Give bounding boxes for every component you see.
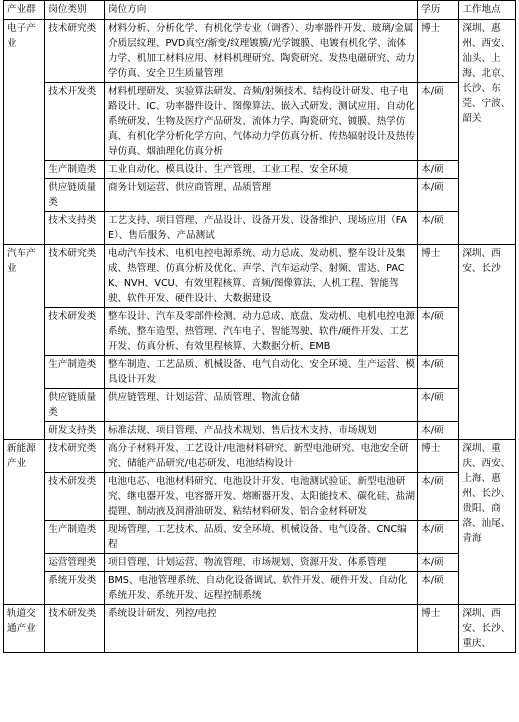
direction-cell: 电池电芯、电池材料研究、电池设计开发、电池测试验证、新型电池研究、继电器开发、电容器开发、熔断器开发、太阳能技术、碳化硅、盐湖提锂、制动液及润滑油研发、粘结材料研发、铝合金材料研发 [104,473,417,521]
category-cell: 技术开发类 [45,83,105,161]
job-table [3,0,516,653]
direction-cell: 工业自动化、模具设计、生产管理、工业工程、安全环境 [104,161,417,179]
category-cell: 技术研发类 [45,473,105,521]
table-row [4,161,516,179]
table-row [4,521,516,554]
category-cell: 技术支持类 [45,212,105,245]
location-cell: 深圳、惠州、西安、汕头、上海、北京、长沙、东莞、宁波、韶关 [459,20,516,245]
table-row [4,83,516,161]
table-body [4,20,516,653]
education-cell: 本/硕 [418,212,459,245]
category-cell: 生产制造类 [45,356,105,389]
industry-cell: 汽车产业 [4,245,45,440]
table-row [4,308,516,356]
direction-cell: BMS、电池管理系统、自动化设备调试、软件开发、硬件开发、自动化系统开发、系统开发、远程控制系统 [104,572,417,605]
industry-cell: 新能源产业 [4,440,45,605]
table-row [4,389,516,422]
table-row [4,473,516,521]
header-location: 工作地点 [459,1,516,20]
direction-cell: 高分子材料开发、工艺设计/电池材料研究、新型电池研究、电池安全研究、储能产品研究/电芯研发、电池结构设计 [104,440,417,473]
education-cell: 博士 [418,605,459,653]
header-direction: 岗位方向 [104,1,417,20]
header-category: 岗位类别 [45,1,105,20]
table-row [4,179,516,212]
category-cell: 技术研发类 [45,605,105,653]
education-cell: 博士 [418,440,459,473]
table-row [4,605,516,653]
table-row [4,356,516,389]
education-cell: 博士 [418,245,459,308]
category-cell: 生产制造类 [45,161,105,179]
table-row [4,440,516,473]
direction-cell: 商务计划运营、供应商管理、品质管理 [104,179,417,212]
table-header-row [4,1,516,20]
direction-cell: 系统设计研发、列控/电控 [104,605,417,653]
category-cell: 技术研究类 [45,440,105,473]
education-cell: 本/硕 [418,554,459,572]
location-cell: 深圳、西安、长沙、重庆、 [459,605,516,653]
category-cell: 技术研发类 [45,308,105,356]
education-cell: 本/硕 [418,179,459,212]
direction-cell: 材料机理研发、实验算法研发、音频/射频技术、结构设计研发、电子电路设计、IC、功率器件设计、图像算法、嵌入式研发、测试应用、自动化系统研发、生物及医疗产品研发、流体力学、陶瓷研究、镀膜、热学仿真、有机化学分析化学方向、气体动力学仿真分析、传热辐射设计及热传导仿真、烟油理化仿真分析 [104,83,417,161]
education-cell: 本/硕 [418,572,459,605]
table-row [4,212,516,245]
category-cell: 生产制造类 [45,521,105,554]
category-cell: 系统开发类 [45,572,105,605]
education-cell: 本/硕 [418,473,459,521]
education-cell: 本/硕 [418,389,459,422]
direction-cell: 整车制造、工艺品质、机械设备、电气自动化、安全环境、生产运营、模具设计开发 [104,356,417,389]
direction-cell: 工艺支持、项目管理、产品设计、设备开发、设备维护、现场应用（FAE）、售后服务、产品测试 [104,212,417,245]
header-industry: 产业群 [4,1,45,20]
education-cell: 本/硕 [418,521,459,554]
education-cell: 本/硕 [418,356,459,389]
education-cell: 本/硕 [418,422,459,440]
industry-cell: 电子产业 [4,20,45,245]
table-row [4,20,516,83]
category-cell: 供应链质量类 [45,179,105,212]
location-cell: 深圳、重庆、西安、上海、惠州、长沙、贵阳、商洛、汕尾、青海 [459,440,516,605]
direction-cell: 现场管理、工艺技术、品质、安全环境、机械设备、电气设备、CNC编程 [104,521,417,554]
direction-cell: 项目管理、计划运营、物流管理、市场规划、资源开发、体系管理 [104,554,417,572]
education-cell: 本/硕 [418,161,459,179]
industry-cell: 轨道交通产业 [4,605,45,653]
direction-cell: 材料分析、分析化学、有机化学专业（调香）、功率器件开发、玻璃/金属介质层纹理、PVD真空/渐变/纹理镀膜/光学镀膜、电镀有机化学、流体力学、机加工材料应用、材料机理研究、陶瓷研究、发热电磁研究、动力学仿真、安全卫生质量管理 [104,20,417,83]
category-cell: 研发支持类 [45,422,105,440]
header-education: 学历 [418,1,459,20]
category-cell: 运营管理类 [45,554,105,572]
direction-cell: 电动汽车技术、电机电控电源系统、动力总成、发动机、整车设计及集成、热管理、仿真分析及优化、声学、汽车运动学、射频、雷达、PACK、NVH、VCU、有效里程核算、音频/图像算法、人机工程、智能驾驶、软件开发、硬件设计、大数据建设 [104,245,417,308]
location-cell: 深圳、西安、长沙 [459,245,516,440]
direction-cell: 标准法规、项目管理、产品技术规划、售后技术支持、市场规划 [104,422,417,440]
category-cell: 技术研究类 [45,245,105,308]
table-row [4,554,516,572]
category-cell: 技术研究类 [45,20,105,83]
table-row [4,245,516,308]
education-cell: 本/硕 [418,83,459,161]
table-row [4,572,516,605]
education-cell: 本/硕 [418,308,459,356]
table-row [4,422,516,440]
direction-cell: 整车设计、汽车及零部件检测、动力总成、底盘、发动机、电机电控电源系统、整车造型、热管理、汽车电子、智能驾驶、软件/硬件开发、工艺开发、仿真分析、有效里程核算、大数据分析、EMB [104,308,417,356]
education-cell: 博士 [418,20,459,83]
category-cell: 供应链质量类 [45,389,105,422]
direction-cell: 供应链管理、计划运营、品质管理、物流仓储 [104,389,417,422]
